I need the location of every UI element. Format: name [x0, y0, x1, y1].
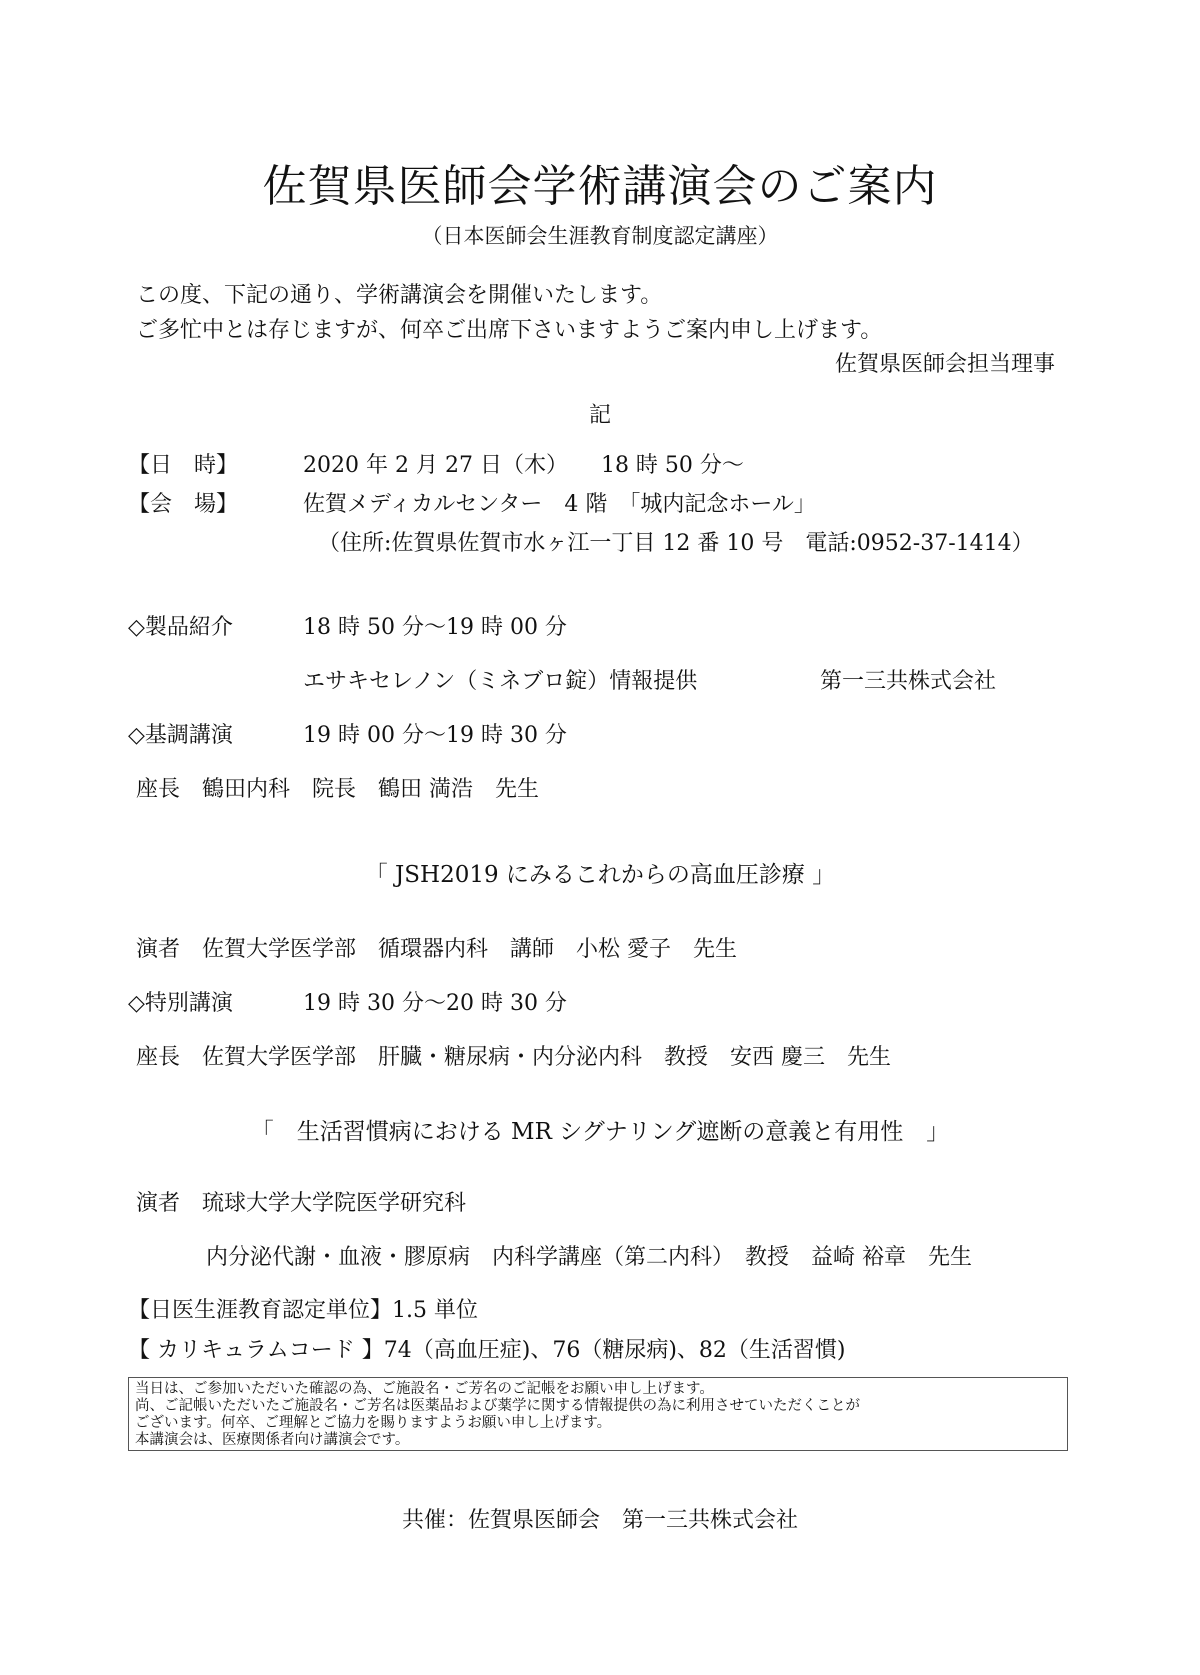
- notice-line-1: 当日は、ご参加いただいた確認の為、ご施設名・ご芳名のご記帳をお願い申し上げます。: [135, 1381, 714, 1397]
- venue-address: （住所:佐賀県佐賀市水ヶ江一丁目 12 番 10 号 電話:0952-37-1414）: [318, 531, 1034, 556]
- datetime-label: 【日 時】: [128, 453, 239, 478]
- page-title: 佐賀県医師会学術講演会のご案内: [262, 161, 938, 212]
- keynote-topic: 「 JSH2019 にみるこれからの高血圧診療 」: [364, 862, 836, 888]
- keynote-time: 19 時 00 分～19 時 30 分: [303, 723, 567, 748]
- ki-marker: 記: [588, 403, 611, 428]
- venue-value: 佐賀メディカルセンター 4 階 「城内記念ホール」: [303, 492, 816, 517]
- datetime-value: 2020 年 2 月 27 日（木） 18 時 50 分～: [303, 453, 744, 478]
- credits: 【日医生涯教育認定単位】1.5 単位: [128, 1298, 478, 1323]
- notice-box: [128, 1377, 1068, 1451]
- special-time: 19 時 30 分～20 時 30 分: [303, 991, 567, 1016]
- keynote-chair: 座長 鶴田内科 院長 鶴田 満浩 先生: [136, 777, 539, 802]
- product-info: エサキセレノン（ミネブロ錠）情報提供: [303, 669, 698, 694]
- product-company: 第一三共株式会社: [820, 669, 997, 694]
- special-topic: 「 生活習慣病における MR シグナリング遮断の意義と有用性 」: [250, 1119, 950, 1145]
- notice-line-3: ございます。何卒、ご理解とご協力を賜りますようお願い申し上げます。: [135, 1415, 612, 1431]
- keynote-label: ◇基調講演: [128, 723, 233, 748]
- special-speaker-line-2: 内分泌代謝・血液・膠原病 内科学講座（第二内科） 教授 益崎 裕章 先生: [206, 1245, 972, 1270]
- product-time: 18 時 50 分～19 時 00 分: [303, 615, 567, 640]
- venue-label: 【会 場】: [128, 492, 239, 517]
- notice-line-2: 尚、ご記帳いただいたご施設名・ご芳名は医薬品および薬学に関する情報提供の為に利用させていただくことが: [135, 1398, 860, 1414]
- special-chair: 座長 佐賀大学医学部 肝臓・糖尿病・内分泌内科 教授 安西 慶三 先生: [136, 1045, 891, 1070]
- intro-line-2: ご多忙中とは存じますが、何卒ご出席下さいますようご案内申し上げます。: [136, 318, 883, 343]
- page-subtitle: （日本医師会生涯教育制度認定講座）: [421, 224, 779, 248]
- cohost: 共催：佐賀県医師会 第一三共株式会社: [401, 1508, 798, 1533]
- special-speaker-line-1: 演者 琉球大学大学院医学研究科: [136, 1191, 467, 1216]
- intro-line-1: この度、下記の通り、学術講演会を開催いたします。: [136, 283, 663, 308]
- special-label: ◇特別講演: [128, 991, 233, 1016]
- organizer: 佐賀県医師会担当理事: [834, 352, 1055, 377]
- product-label: ◇製品紹介: [128, 615, 233, 640]
- keynote-speaker: 演者 佐賀大学医学部 循環器内科 講師 小松 愛子 先生: [136, 937, 737, 962]
- curriculum-code: 【 カリキュラムコード 】74（高血圧症)、76（糖尿病)、82（生活習慣): [128, 1338, 846, 1363]
- notice-line-4: 本講演会は、医療関係者向け講演会です。: [135, 1432, 410, 1448]
